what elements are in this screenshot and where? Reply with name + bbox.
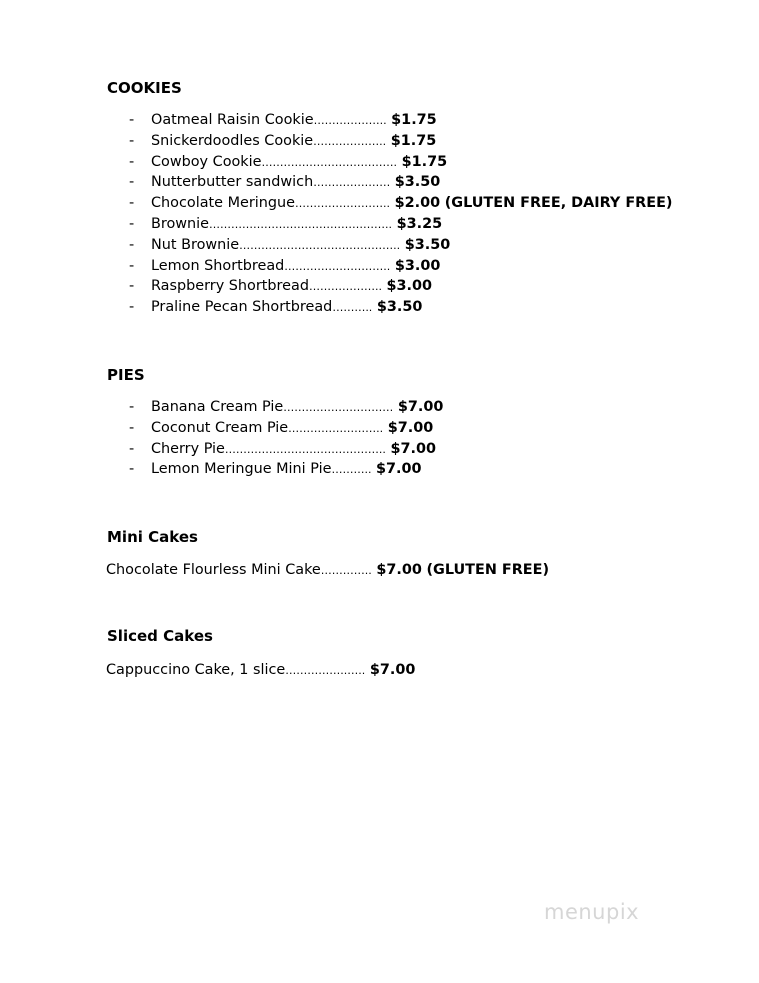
item-leader-dots: ………..: [332, 301, 373, 315]
item-leader-dots: …………………………: [283, 401, 394, 414]
item-name: Chocolate Flourless Mini Cake: [106, 562, 321, 578]
item-price: $3.00: [386, 278, 433, 295]
item-leader-dots: ……………………………….: [261, 155, 397, 169]
item-leader-dots: ……………………..: [295, 197, 390, 211]
list-dash: -: [129, 195, 135, 212]
item-name: Nut Brownie: [151, 236, 240, 253]
item-price: $1.75: [391, 112, 437, 128]
item-price: $7.00: [387, 419, 434, 436]
item-price: $7.00: [397, 399, 444, 415]
item-leader-dots: ……………………………………..: [224, 442, 386, 456]
list-dash: -: [129, 112, 135, 128]
list-dash: -: [129, 257, 135, 274]
list-dash: -: [129, 174, 135, 191]
sliced-cakes-heading: Sliced Cakes: [107, 627, 213, 645]
list-dash: -: [129, 132, 135, 149]
item-leader-dots: ……………………………………..: [239, 238, 401, 252]
item-price: $7.00: [369, 662, 416, 678]
pies-heading: PIES: [107, 366, 145, 384]
item-name: Chocolate Meringue: [151, 195, 295, 212]
list-dash: -: [129, 461, 135, 478]
item-leader-dots: …………………: [313, 176, 391, 190]
list-dash: -: [129, 236, 135, 253]
list-dash: -: [129, 153, 135, 170]
item-price: $1.75: [401, 153, 448, 170]
list-dash: -: [129, 299, 135, 316]
sliced-cake-item: [106, 660, 415, 682]
item-dietary-note: (GLUTEN FREE, DAIRY FREE): [444, 195, 673, 212]
item-leader-dots: ………..: [331, 463, 372, 477]
item-price: $3.50: [394, 174, 441, 191]
item-price: $7.00: [376, 562, 422, 578]
list-dash: -: [129, 419, 135, 436]
item-name: Brownie: [151, 215, 210, 232]
mini-cake-item: [106, 560, 549, 582]
item-name: Banana Cream Pie: [151, 399, 284, 415]
item-name: Cowboy Cookie: [151, 153, 262, 170]
item-price: $3.50: [376, 299, 423, 316]
list-dash: -: [129, 215, 135, 232]
item-name: Lemon Shortbread: [151, 257, 285, 274]
item-name: Snickerdoodles Cookie: [151, 132, 314, 149]
item-leader-dots: ………………..: [308, 280, 382, 294]
item-price: $2.00: [394, 195, 441, 212]
list-dash: -: [129, 278, 135, 295]
item-leader-dots: ………………..: [313, 134, 387, 148]
mini-cakes-heading: Mini Cakes: [107, 528, 198, 546]
item-leader-dots: …………..: [320, 564, 372, 577]
item-name: Raspberry Shortbread: [151, 278, 309, 295]
item-price: $1.75: [390, 132, 437, 149]
item-name: Nutterbutter sandwich: [151, 174, 314, 191]
item-price: $3.00: [394, 257, 441, 274]
item-leader-dots: ………………………..: [284, 259, 391, 273]
item-name: Cappuccino Cake, 1 slice: [106, 662, 286, 678]
cookies-heading: COOKIES: [107, 79, 182, 97]
menupix-watermark: menupix: [544, 900, 640, 924]
item-name: Praline Pecan Shortbread: [151, 299, 333, 316]
item-name: Oatmeal Raisin Cookie: [151, 112, 314, 128]
item-name: Cherry Pie: [151, 440, 225, 457]
item-dietary-note: (GLUTEN FREE): [426, 562, 550, 578]
item-leader-dots: ……………..…..: [285, 664, 366, 677]
item-price: $7.00: [376, 461, 422, 478]
item-leader-dots: ………………..: [313, 114, 387, 127]
item-price: $3.50: [404, 236, 451, 253]
item-leader-dots: ……………………..: [288, 421, 384, 435]
item-leader-dots: …………………………………………..: [209, 217, 393, 231]
list-dash: -: [129, 440, 135, 457]
list-dash: -: [129, 399, 135, 415]
item-name: Lemon Meringue Mini Pie: [151, 461, 332, 478]
item-price: $7.00: [390, 440, 437, 457]
item-price: $3.25: [396, 215, 443, 232]
item-name: Coconut Cream Pie: [151, 419, 289, 436]
